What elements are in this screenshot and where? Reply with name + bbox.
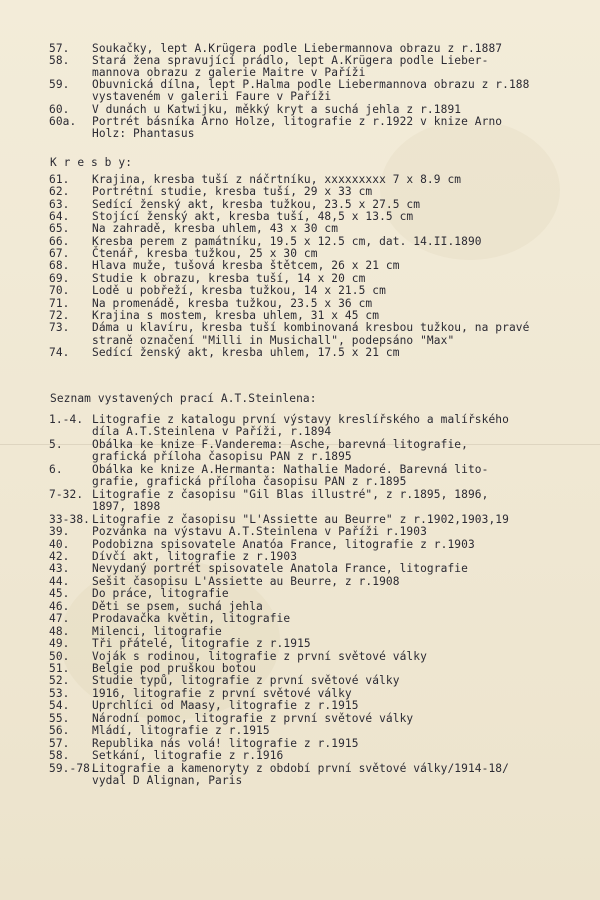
item-text: Portrétní studie, kresba tuší, 29 x 33 cm: [92, 185, 373, 199]
item-number: 39.: [49, 525, 70, 539]
item-number: 54.: [49, 699, 70, 713]
item-number: 59.: [49, 78, 70, 92]
item-text: Litografie z katalogu první výstavy kreslířského a malířského: [92, 413, 509, 426]
section-heading-text: K r e s b y:: [50, 156, 133, 169]
item-text: Soukačky, lept A.Krügera podle Liebermannova obrazu z r.1887: [92, 42, 503, 55]
item-number: 72.: [49, 308, 70, 322]
item-text: Na promenádě, kresba tužkou, 23.5 x 36 cm: [92, 296, 373, 310]
item-text: Nevydaný portrét spisovatele Anatola France, litografie: [92, 562, 468, 576]
item-number: 66.: [49, 234, 70, 248]
item-number: 63.: [49, 197, 70, 211]
item-text: Podobizna spisovatele Anatóa France, litografie z r.1903: [92, 537, 475, 551]
item-number: 49.: [49, 637, 70, 651]
item-text: Lodě u pobřeží, kresba tužkou, 14 x 21.5 cm: [92, 284, 386, 298]
item-text: straně označení "Milli in Musichall", podepsáno "Max": [92, 333, 455, 347]
item-text: Sedící ženský akt, kresba tužkou, 23.5 x 27.5 cm: [92, 197, 421, 211]
item-text: Mládí, litografie z r.1915: [92, 724, 270, 738]
item-number: 7-32.: [49, 487, 84, 501]
item-number: 43.: [49, 562, 70, 576]
item-number: 60.: [49, 102, 70, 116]
item-text: Portrét básníka Arno Holze, litografie z r.1922 v knize Arno: [92, 114, 503, 128]
item-text: Sedící ženský akt, kresba uhlem, 17.5 x 21 cm: [92, 345, 400, 359]
item-number: 50.: [49, 649, 70, 663]
item-number: 51.: [49, 662, 70, 675]
item-text: mannova obrazu z galerie Maitre v Paříži: [92, 66, 366, 80]
item-number: 57.: [49, 42, 70, 55]
item-text: Stará žena spravující prádlo, lept A.Krügera podle Lieber-: [92, 54, 489, 68]
item-text: Obálka ke knize A.Hermanta: Nathalie Madoré. Barevná lito-: [92, 462, 489, 476]
item-number: 6.: [49, 462, 63, 476]
item-text: grafie, grafická příloha časopisu PAN z r.1895: [92, 475, 407, 489]
item-number: 40.: [49, 537, 70, 551]
item-text: Do práce, litografie: [92, 587, 229, 601]
item-text: Dívčí akt, litografie z r.1903: [92, 549, 298, 563]
item-number: 44.: [49, 574, 70, 588]
item-number: 46.: [49, 599, 70, 613]
item-text: Obuvnická dílna, lept P.Halma podle Liebermannova obrazu z r.188: [92, 78, 530, 92]
section-heading-text: Seznam vystavených prací A.T.Steinlena:: [50, 392, 317, 405]
item-text: Voják s rodinou, litografie z první světové války: [92, 649, 427, 663]
item-text: Obálka ke knize F.Vanderema: Asche, barevná litografie,: [92, 437, 468, 451]
item-number: 68.: [49, 259, 70, 273]
item-number: 57.: [49, 736, 70, 750]
item-number: 33-38.: [49, 512, 91, 526]
item-text: Pozvánka na výstavu A.T.Steinlena v Paříži r.1903: [92, 525, 427, 539]
item-text: Litografie z časopisu "L'Assiette au Beurre" z r.1902,1903,19: [92, 512, 509, 526]
item-number: 45.: [49, 587, 70, 601]
item-text: Čtenář, kresba tužkou, 25 x 30 cm: [92, 247, 318, 261]
item-text: Holz: Phantasus: [92, 126, 195, 140]
item-text: Krajina, kresba tuší z náčrtníku, xxxxxxxxx 7 x 8.9 cm: [92, 173, 462, 186]
item-number: 65.: [49, 222, 70, 236]
item-number: 53.: [49, 686, 70, 700]
item-number: 48.: [49, 624, 70, 638]
item-number: 70.: [49, 284, 70, 298]
item-number: 58.: [49, 54, 70, 68]
item-text: Belgie pod pruškou botou: [92, 662, 257, 675]
item-text: Tři přátelé, litografie z r.1915: [92, 637, 311, 651]
item-number: 42.: [49, 549, 70, 563]
item-number: 64.: [49, 210, 70, 224]
item-text: Litografie a kamenoryty z období první světové války/1914-18/: [92, 761, 509, 775]
item-number: 60a.: [49, 114, 77, 128]
item-text: díla A.T.Steinlena v Paříži, r.1894: [92, 425, 332, 439]
item-text: Republika nás volá! litografie z r.1915: [92, 736, 359, 750]
item-text: Litografie z časopisu "Gil Blas illustré", z r.1895, 1896,: [92, 487, 489, 501]
item-text: Na zahradě, kresba uhlem, 43 x 30 cm: [92, 222, 339, 236]
item-number: 74.: [49, 345, 70, 359]
item-number: 52.: [49, 674, 70, 688]
item-text: Kresba perem z památníku, 19.5 x 12.5 cm, dat. 14.II.1890: [92, 234, 482, 248]
item-number: 5.: [49, 437, 63, 451]
item-number: 1.-4.: [49, 413, 84, 426]
item-text: Studie typů, litografie z první světové války: [92, 674, 400, 688]
item-text: Uprchlíci od Maasy, litografie z r.1915: [92, 699, 359, 713]
item-text: Hlava muže, tušová kresba štětcem, 26 x 21 cm: [92, 259, 400, 273]
item-number: 71.: [49, 296, 70, 310]
item-number: 58.: [49, 749, 70, 763]
item-number: 69.: [49, 271, 70, 285]
item-text: Národní pomoc, litografie z první světové války: [92, 711, 414, 725]
item-text: Stojící ženský akt, kresba tuší, 48,5 x 13.5 cm: [92, 210, 414, 224]
item-text: Dáma u klavíru, kresba tuší kombinovaná kresbou tužkou, na pravé: [92, 321, 530, 335]
item-text: 1916, litografie z první světové války: [92, 686, 352, 700]
item-text: Děti se psem, suchá jehla: [92, 599, 263, 613]
item-number: 73.: [49, 321, 70, 335]
item-number: 56.: [49, 724, 70, 738]
item-text: Setkání, litografie z r.1916: [92, 749, 284, 763]
item-text: 1897, 1898: [92, 500, 161, 514]
item-text: grafická příloha časopisu PAN z r.1895: [92, 450, 352, 464]
item-number: 61.: [49, 173, 70, 186]
item-text: Sešit časopisu L'Assiette au Beurre, z r.1908: [92, 574, 400, 588]
item-number: 47.: [49, 612, 70, 626]
item-number: 62.: [49, 185, 70, 199]
item-text: V dunách u Katwijku, měkký kryt a suchá jehla z r.1891: [92, 102, 462, 116]
item-text: Studie k obrazu, kresba tuší, 14 x 20 cm: [92, 271, 366, 285]
item-text: vystaveném v galerii Faure v Paříži: [92, 90, 332, 104]
item-text: Milenci, litografie: [92, 624, 222, 638]
item-text: Prodavačka květin, litografie: [92, 612, 291, 626]
item-text: Krajina s mostem, kresba uhlem, 31 x 45 cm: [92, 308, 380, 322]
item-number: 55.: [49, 711, 70, 725]
item-text: vydal D Alignan, Paris: [92, 774, 243, 788]
item-number: 59.-78.: [49, 761, 97, 775]
item-number: 67.: [49, 247, 70, 261]
